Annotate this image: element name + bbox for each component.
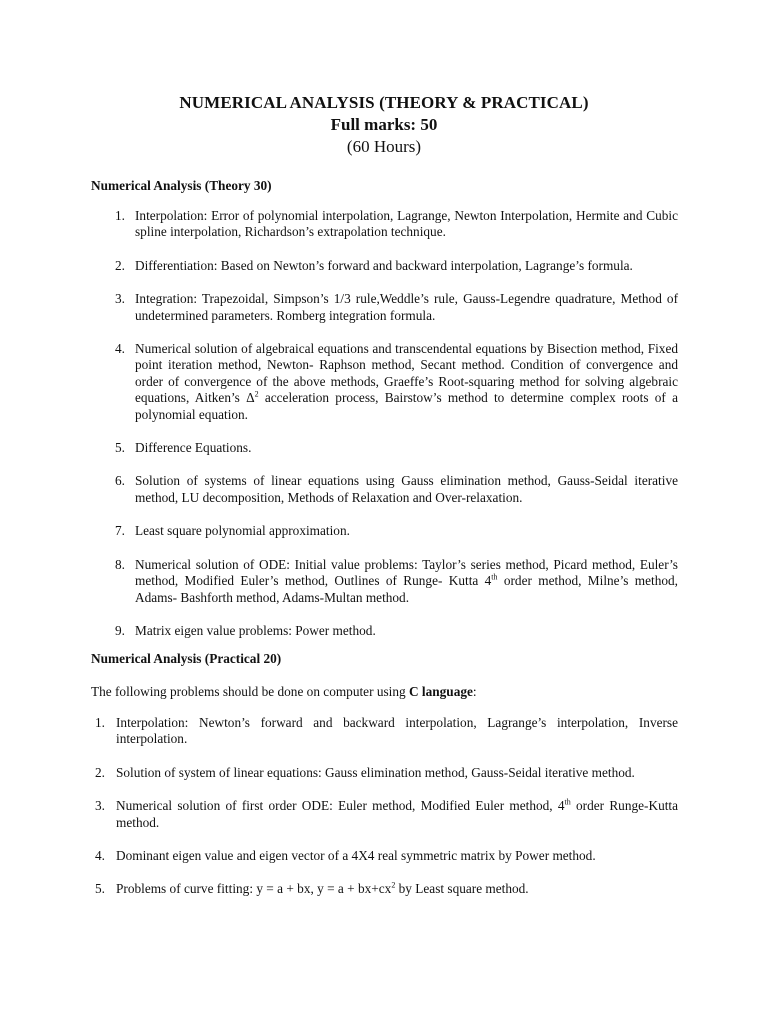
theory-list — [91, 208, 678, 639]
item-text: Matrix eigen value problems: Power method. — [135, 622, 376, 638]
title-block — [0, 92, 768, 158]
item-text-part: order Runge-Kutta method. — [116, 798, 679, 830]
intro-text: The following problems should be done on computer using — [91, 684, 409, 699]
item-number: 2. — [115, 257, 125, 273]
item-number: 1. — [95, 715, 105, 730]
full-marks: Full marks: 50 — [330, 115, 438, 134]
list-item — [91, 258, 678, 274]
item-text-part: Numerical solution of ODE: Initial value problems: Taylor’s series method, Picard method, Euler’s method, Modified Euler’s method, Outlines of Runge- Kutta 4 — [135, 556, 678, 589]
item-text: Interpolation: Error of polynomial interpolation, Lagrange, Newton Interpolation, Hermite and Cubic spline interpolation, Richardson’s extrapolation technique. — [135, 208, 678, 240]
item-text — [116, 798, 678, 831]
practical-list — [91, 715, 678, 898]
item-text: Solution of system of linear equations: Gauss elimination method, Gauss-Seidal iterative method. — [116, 764, 635, 780]
item-text — [116, 881, 678, 897]
item-text: Difference Equations. — [135, 440, 252, 456]
list-item — [91, 341, 678, 423]
practical-heading: Numerical Analysis (Practical 20) — [91, 651, 282, 666]
item-text: Interpolation: Newton’s forward and backward interpolation, Lagrange’s interpolation, Inverse interpolation. — [116, 715, 678, 747]
item-number: 3. — [115, 291, 125, 307]
list-item — [91, 208, 678, 241]
item-text: Integration: Trapezoidal, Simpson’s 1/3 rule,Weddle’s rule, Gauss-Legendre quadrature, Method of undetermined parameters. Romberg integration formula. — [135, 291, 678, 323]
item-text-part: Problems of curve fitting: y = a + bx, y = a + bx+cx — [116, 881, 392, 897]
item-text: Dominant eigen value and eigen vector of a 4X4 real symmetric matrix by Power method. — [116, 848, 596, 864]
hours: (60 Hours) — [346, 137, 422, 156]
list-item — [91, 291, 678, 324]
superscript: 2 — [254, 389, 259, 399]
item-text-part: Numerical solution of algebraical equations and transcendental equations by Bisection method, Fixed point iteration method, Newton- Raphson method, Secant method. Condition of convergence and order of convergence of the above methods, Graeffe’s Root-squaring method for solving algebraic equations, Aitken’s Δ — [135, 341, 678, 406]
item-text-part: by Least square method. — [395, 881, 529, 897]
list-item — [91, 623, 678, 639]
list-item — [91, 881, 678, 897]
item-number: 4. — [115, 341, 125, 357]
item-number: 5. — [95, 881, 105, 897]
item-number: 4. — [95, 848, 105, 864]
item-text-part: order method, Milne’s method, Adams- Bashforth method, Adams-Multan method. — [135, 573, 678, 605]
list-item — [91, 715, 678, 748]
list-item — [91, 848, 678, 864]
intro-colon: : — [472, 684, 477, 699]
list-item — [91, 557, 678, 606]
practical-intro — [91, 683, 477, 700]
superscript: th — [491, 572, 498, 582]
list-item — [91, 473, 678, 506]
item-number: 3. — [95, 798, 105, 814]
superscript: th — [564, 797, 571, 807]
superscript: 2 — [391, 881, 396, 891]
item-text — [135, 557, 678, 606]
item-text — [135, 341, 678, 423]
list-item — [91, 523, 678, 539]
intro-language: C language — [408, 684, 473, 699]
item-number: 8. — [115, 556, 125, 572]
item-number: 7. — [115, 523, 125, 539]
item-number: 5. — [115, 440, 125, 456]
item-text: Solution of systems of linear equations using Gauss elimination method, Gauss-Seidal iterative method, LU decomposition, Methods of Relaxation and Over-relaxation. — [135, 473, 678, 505]
item-number: 2. — [95, 764, 105, 780]
item-text-part: acceleration process, Bairstow’s method to determine complex roots of a polynomial equation. — [135, 390, 678, 422]
item-text: Differentiation: Based on Newton’s forward and backward interpolation, Lagrange’s formula. — [135, 257, 633, 273]
list-item — [91, 765, 678, 781]
item-text-part: Numerical solution of first order ODE: Euler method, Modified Euler method, 4 — [116, 798, 565, 814]
theory-heading: Numerical Analysis (Theory 30) — [91, 178, 272, 193]
item-text: Least square polynomial approximation. — [135, 523, 350, 539]
list-item — [91, 798, 678, 831]
item-number: 1. — [115, 208, 125, 223]
item-number: 6. — [115, 473, 125, 489]
list-item — [91, 440, 678, 456]
item-number: 9. — [115, 622, 125, 638]
document-title: NUMERICAL ANALYSIS (THEORY & PRACTICAL) — [179, 93, 589, 112]
